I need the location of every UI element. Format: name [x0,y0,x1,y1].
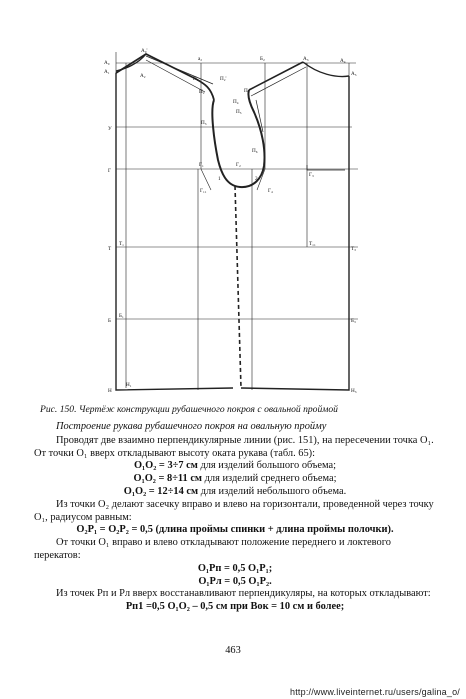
label-a4: A₄ [340,58,346,64]
shoulder-line-back [146,56,213,92]
label-g3: Г₃ [309,172,314,178]
paragraph-3: От точки O₁ вправо и влево откладывают положение переднего и локтевого перекатов: [34,537,391,561]
label-p5: П₅ [236,109,242,115]
label-1: 1 [218,176,221,182]
formula-1 [34,460,436,473]
section-heading: Построение рукава рубашечного покроя на овальную пройму [56,421,327,432]
label-t: Т [108,246,112,252]
figure-caption: Рис. 150. Чертёж конструкции рубашечного покроя с овальной проймой [40,404,338,415]
label-a2: A₂ [140,73,146,79]
back-side [116,73,233,390]
label-h1: Н₁ [126,382,132,388]
label-p3: П₃ [201,120,207,126]
side-seam-dashed [235,186,241,388]
front-side [241,76,349,390]
label-t3: Т₃ [351,246,356,252]
label-p4p: П₄' [244,88,251,94]
label-t1: Т₁ [119,241,124,247]
formula-7: Pп1 =0,5 O₁O₂ – 0,5 см при Вок = 10 см и более; [125,601,345,613]
label-g4: Г₄ [268,188,273,194]
label-b1: Б₁ [119,313,124,319]
label-p6: П₆ [252,148,258,154]
label-g: Г [108,168,111,174]
label-p1: П₁ [193,76,199,82]
formula-2-note: для изделий среднего объема; [202,473,337,485]
label-b: Б [108,318,111,324]
label-a1: A₁ [104,69,110,75]
label-g2: Г₂ [236,162,241,168]
armhole-guide-left [201,169,211,190]
front-shoulder-aux [251,67,306,132]
formula-4: O₂P₁ = O₂P₂ = 0,5 (длина проймы спинки + длина проймы полочки). [76,524,394,536]
formula-3-note: для изделий небольшого объема. [198,485,347,497]
formula-2-main: O₁O₂ = 8÷11 см [133,473,203,485]
label-t11: Т₁₁ [309,241,316,247]
formula-3-main: O₁O₂ = 12÷14 см [123,485,199,497]
front-shoulder [249,62,303,90]
label-a0: A₀ [104,60,110,66]
paragraph-2: Из точки O₂ делают засечку вправо и влево на горизонтали, проведенной через точку O₁, радиусом равным: [34,498,434,523]
label-a0p: A₀' [141,48,148,54]
label-a3: A₃ [303,56,309,62]
label-a2-small: a₂ [198,56,203,62]
label-y: У [108,126,112,132]
page-number: 463 [225,645,241,656]
paragraph-1: Проводят две взаимно перпендикулярные линии (рис. 151), на пересечении точка O₁. От точки O₁ вверх откладывают высоту оката рукава (табл. 65): [34,434,434,459]
label-g11: Г₁₁ [200,188,207,194]
label-p4: П₄ [233,99,239,105]
label-a5: A₅ [351,71,357,77]
paragraph-4: Из точек Pп и Pл вверх восстанавливают перпендикуляры, на которых откладывают: [56,588,431,600]
formula-1-note: для изделий большого объема; [197,460,337,472]
label-g1: Г₁ [199,162,204,168]
label-2: 2 [255,176,258,182]
label-h: Н [108,388,112,394]
label-p2: П₂ [199,89,205,95]
formula-2 [34,473,436,486]
label-h3: Н₃ [351,388,357,394]
formula-5: O₁Pп = 0,5 O₁P₁; [197,562,273,574]
label-p22: П₂' [220,76,227,82]
formula-6: O₁Pл = 0,5 O₁P₂. [198,575,272,587]
body-text [34,421,436,614]
formula-3 [34,486,436,499]
footer-url: http://www.liveinternet.ru/users/galina_o/ [290,687,460,697]
label-b2: Б₂ [260,56,265,62]
label-b3: Б₃ [351,318,356,324]
front-neck [303,62,349,76]
formula-1-main: O₁O₂ = 3÷7 см [133,460,198,472]
